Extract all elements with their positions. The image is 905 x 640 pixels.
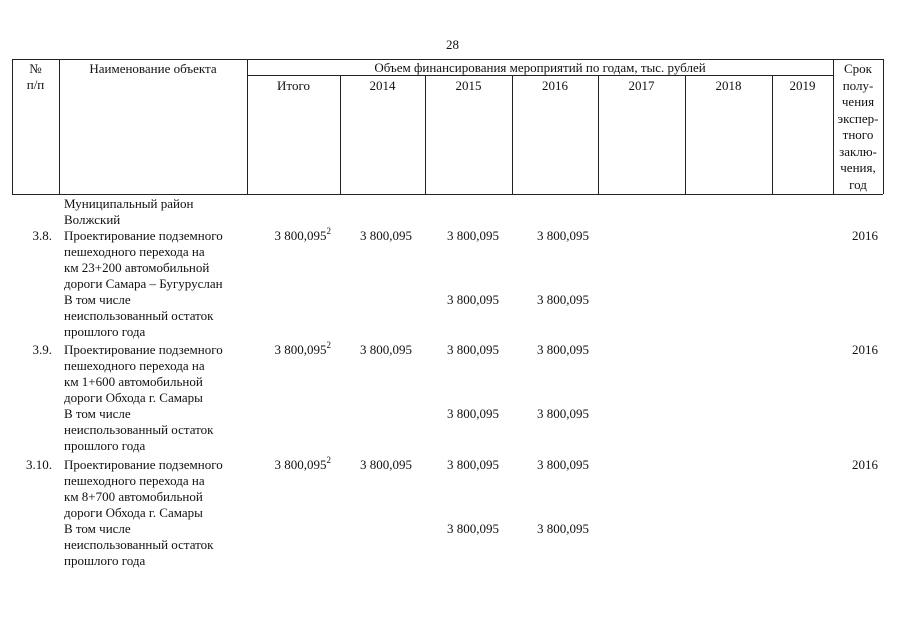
num-header (12, 61, 59, 93)
sub-line: В том числе (64, 292, 131, 307)
name-line: пешеходного перехода на (64, 358, 205, 373)
row-total (247, 339, 331, 358)
sub-line: прошлого года (64, 438, 146, 453)
row-name (64, 228, 223, 292)
row-subtext (64, 406, 214, 454)
year-header-2017: 2017 (628, 78, 655, 93)
total-footnote: 2 (326, 339, 331, 350)
sub-2016: 3 800,095 (537, 521, 589, 536)
row-name (64, 342, 223, 406)
year-header-2019: 2019 (789, 78, 816, 93)
col-line-right (883, 59, 884, 194)
row-subtext (64, 292, 214, 340)
sub-line: неиспользованный остаток (64, 308, 214, 323)
term-line: чения, (840, 160, 876, 175)
name-line: Проектирование подземного (64, 342, 223, 357)
row-2014: 3 800,095 (360, 342, 412, 357)
year-header-2014: 2014 (369, 78, 396, 93)
row-number: 3.8. (32, 228, 52, 243)
section-line: Волжский (64, 212, 121, 227)
num-label: № (29, 61, 42, 76)
term-line: Срок (844, 61, 872, 76)
name-line: км 8+700 автомобильной (64, 489, 203, 504)
term-header (833, 61, 883, 193)
funding-header: Объем финансирования мероприятий по годам, тыс. рублей (374, 60, 706, 75)
row-total (247, 454, 331, 473)
sub-line: неиспользованный остаток (64, 537, 214, 552)
name-line: Проектирование подземного (64, 457, 223, 472)
num-sublabel: п/п (26, 77, 45, 92)
row-2016: 3 800,095 (537, 228, 589, 243)
sub-line: В том числе (64, 406, 131, 421)
row-2014: 3 800,095 (360, 457, 412, 472)
sub-2015: 3 800,095 (447, 292, 499, 307)
year-header-2016: 2016 (542, 78, 568, 93)
row-term: 2016 (852, 228, 878, 243)
sub-line: прошлого года (64, 324, 146, 339)
term-line: тного (842, 127, 874, 142)
sub-line: прошлого года (64, 553, 146, 568)
row-number: 3.9. (32, 342, 52, 357)
section-heading (64, 196, 193, 228)
name-line: пешеходного перехода на (64, 473, 205, 488)
name-line: дороги Обхода г. Самары (64, 505, 203, 520)
name-line: км 1+600 автомобильной (64, 374, 203, 389)
header-bottom-border (12, 194, 883, 195)
term-line: полу- (842, 77, 874, 93)
sub-2016: 3 800,095 (537, 406, 589, 421)
row-2015: 3 800,095 (447, 342, 499, 357)
page-number: 28 (446, 37, 459, 52)
sub-2015: 3 800,095 (447, 406, 499, 421)
row-term: 2016 (852, 457, 878, 472)
total-value: 3 800,095 (274, 342, 327, 357)
row-number: 3.10. (26, 457, 52, 472)
row-term: 2016 (852, 342, 878, 357)
sub-2015: 3 800,095 (447, 521, 499, 536)
name-header: Наименование объекта (89, 61, 217, 76)
sub-line: неиспользованный остаток (64, 422, 214, 437)
name-line: пешеходного перехода на (64, 244, 205, 259)
name-line: км 23+200 автомобильной (64, 260, 210, 275)
row-2016: 3 800,095 (537, 342, 589, 357)
name-line: дороги Обхода г. Самары (64, 390, 203, 405)
col-line-num (59, 59, 60, 194)
section-line: Муниципальный район (64, 196, 194, 211)
sub-line: В том числе (64, 521, 131, 536)
total-footnote: 2 (326, 454, 331, 465)
row-2014: 3 800,095 (360, 228, 412, 243)
term-line: год (849, 176, 867, 192)
term-line: заклю- (839, 143, 877, 159)
term-line: экспер- (837, 110, 879, 126)
year-header-2015: 2015 (455, 78, 482, 93)
sub-2016: 3 800,095 (537, 292, 589, 307)
total-footnote: 2 (326, 225, 331, 236)
name-line: Проектирование подземного (64, 228, 223, 243)
row-2016: 3 800,095 (537, 457, 589, 472)
term-line: чения (841, 94, 875, 109)
row-subtext (64, 521, 214, 569)
row-total (247, 225, 331, 244)
name-line: дороги Самара – Бугуруслан (64, 276, 223, 291)
total-value: 3 800,095 (274, 228, 327, 243)
row-2015: 3 800,095 (447, 228, 499, 243)
total-header: Итого (277, 78, 310, 93)
year-header-2018: 2018 (715, 78, 742, 93)
row-name (64, 457, 223, 521)
total-value: 3 800,095 (274, 457, 327, 472)
row-2015: 3 800,095 (447, 457, 499, 472)
